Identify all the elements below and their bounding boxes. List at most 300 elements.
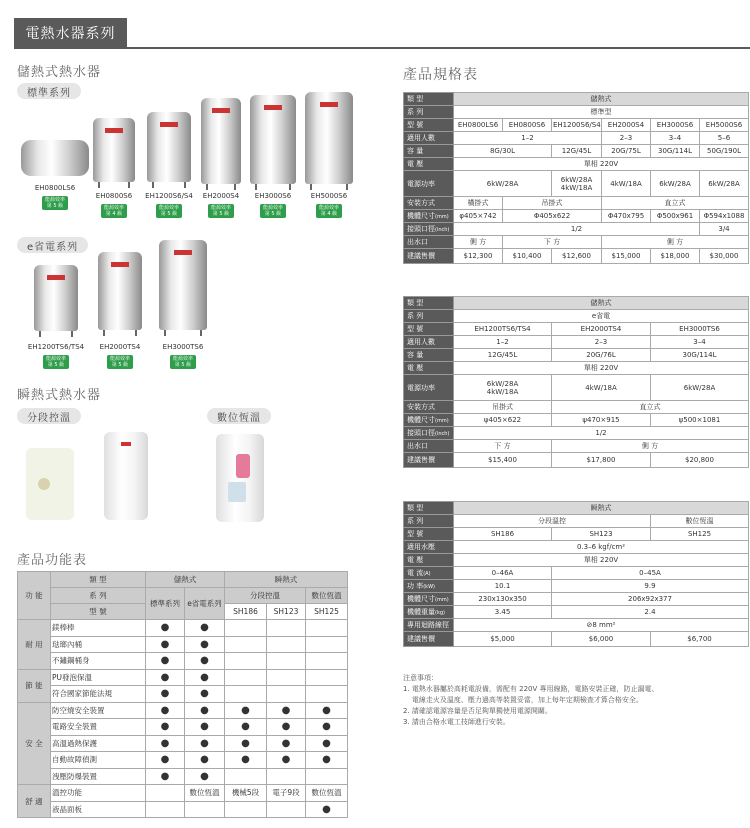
- table-cell: 安裝方式: [404, 401, 454, 414]
- table-cell: 適用人數: [404, 132, 454, 145]
- note-item: 2. 請確認電源容量是否足夠單獨使用電源開關。: [403, 707, 552, 715]
- feature-cell: [225, 653, 267, 670]
- feature-cell: [225, 620, 267, 637]
- tank-image: [159, 240, 207, 330]
- feature-cell: [267, 620, 306, 637]
- table-cell: 型 號: [51, 604, 146, 620]
- table-row: [404, 119, 749, 132]
- eco-series-pill: e省電系列: [17, 237, 88, 253]
- table-cell: EH3000TS6: [651, 323, 749, 336]
- horizontal-tank-image: [21, 140, 89, 176]
- table-cell: Φ470x795: [602, 210, 651, 223]
- table-row: [404, 401, 749, 414]
- feature-row: [18, 735, 348, 752]
- feature-cell: ●: [306, 752, 348, 769]
- table-cell: 0.3–6 kgf/cm²: [454, 541, 749, 554]
- table-cell: 側 方: [602, 236, 749, 249]
- feature-cell: ●: [267, 735, 306, 752]
- table-cell: 3/4: [700, 223, 749, 236]
- table-cell: 30G/114L: [651, 145, 700, 158]
- table-cell: 儲熱式: [454, 297, 749, 310]
- feature-cell: ●: [267, 752, 306, 769]
- note-item: 3. 請由合格水電工技師進行安裝。: [403, 718, 510, 726]
- table-cell: 出水口: [404, 440, 454, 453]
- table-row: [404, 158, 749, 171]
- page-title: 電熱水器系列: [25, 26, 116, 42]
- table-cell: 電 流(A): [404, 567, 454, 580]
- feature-cell: ●: [185, 669, 225, 686]
- table-cell: 分段溫控: [454, 515, 651, 528]
- table-cell: 20G/76L: [552, 349, 651, 362]
- table-row: [404, 541, 749, 554]
- table-cell: 系 列: [404, 106, 454, 119]
- product-eh3000s6: EH3000S6 能源效率 第 5 級: [248, 95, 298, 219]
- table-cell: 電 壓: [404, 362, 454, 375]
- spec-title: 產品規格表: [403, 67, 478, 83]
- feature-cell: [267, 669, 306, 686]
- table-cell: 建議售價: [404, 453, 454, 468]
- feature-cell: ●: [146, 653, 185, 670]
- feature-group: 舒 適: [18, 785, 51, 818]
- table-row: [404, 375, 749, 401]
- table-cell: 230x130x350: [454, 593, 552, 606]
- table-row: [404, 310, 749, 323]
- table-cell: 3–4: [651, 336, 749, 349]
- feature-label: 自動故障偵測: [51, 752, 146, 769]
- feature-cell: [306, 653, 348, 670]
- table-cell: 接頭口徑(inch): [404, 427, 454, 440]
- feature-row: [18, 669, 348, 686]
- table-cell: ψ405×622: [454, 414, 552, 427]
- table-cell: 單相 220V: [454, 362, 749, 375]
- product-eh1200s6: EH1200S6/S4 能源效率 第 5 級: [142, 112, 196, 219]
- heater-image: [216, 434, 264, 522]
- feature-group: 安 全: [18, 702, 51, 785]
- table-cell: SH186: [454, 528, 552, 541]
- table-cell: 9.9: [552, 580, 749, 593]
- table-cell: 50G/190L: [700, 145, 749, 158]
- table-row: [404, 414, 749, 427]
- table-cell: $20,800: [651, 453, 749, 468]
- feature-cell: ●: [225, 719, 267, 736]
- feature-cell: [146, 785, 185, 802]
- feature-cell: ●: [185, 735, 225, 752]
- feature-row: [18, 653, 348, 670]
- product-eh2000s4: EH2000S4 能源效率 第 5 級: [199, 98, 243, 219]
- feature-row: [18, 686, 348, 703]
- table-cell: 12G/45L: [454, 349, 552, 362]
- feature-row: [18, 702, 348, 719]
- feature-cell: [267, 636, 306, 653]
- feature-table: [17, 571, 348, 818]
- feature-label: 洩壓防爆裝置: [51, 768, 146, 785]
- feature-cell: ●: [225, 752, 267, 769]
- table-cell: 功 能: [18, 572, 51, 620]
- table-cell: SH186: [225, 604, 267, 620]
- feature-cell: ●: [146, 702, 185, 719]
- table-cell: 6kW/28A: [454, 171, 552, 197]
- table-cell: $12,300: [454, 249, 503, 264]
- page-header: [14, 18, 127, 48]
- table-cell: 接頭口徑(inch): [404, 223, 454, 236]
- feature-label: 電路安全裝置: [51, 719, 146, 736]
- table-cell: 側 方: [552, 440, 749, 453]
- table-cell: 2.4: [552, 606, 749, 619]
- feature-cell: ●: [306, 719, 348, 736]
- table-cell: 系 列: [404, 515, 454, 528]
- table-row: [404, 580, 749, 593]
- feature-cell: 電子9段: [267, 785, 306, 802]
- table-cell: 類 型: [404, 297, 454, 310]
- feature-row: [18, 785, 348, 802]
- spec-table-standard: [403, 92, 749, 264]
- feature-label: 符合國家節能法規: [51, 686, 146, 703]
- feature-cell: [225, 801, 267, 818]
- feature-cell: ●: [306, 801, 348, 818]
- table-cell: 電 壓: [404, 158, 454, 171]
- table-cell: 2–3: [552, 336, 651, 349]
- table-cell: 機體重量(kg): [404, 606, 454, 619]
- feature-cell: ●: [185, 620, 225, 637]
- table-cell: 機體尺寸(mm): [404, 414, 454, 427]
- table-cell: 功 率(kW): [404, 580, 454, 593]
- table-row: [18, 572, 348, 588]
- table-cell: 1/2: [454, 223, 700, 236]
- table-row: [404, 515, 749, 528]
- feature-label: 液晶面板: [51, 801, 146, 818]
- table-cell: 吊掛式: [454, 401, 552, 414]
- table-cell: 直立式: [602, 197, 749, 210]
- table-cell: ψ470×915: [552, 414, 651, 427]
- table-cell: SH125: [651, 528, 749, 541]
- table-cell: 6kW/28A 4kW/18A: [552, 171, 602, 197]
- feature-row: [18, 752, 348, 769]
- feature-cell: ●: [185, 719, 225, 736]
- feature-cell: [225, 636, 267, 653]
- table-row: [404, 132, 749, 145]
- table-cell: EH0800S6: [503, 119, 552, 132]
- feature-cell: ●: [185, 702, 225, 719]
- feature-cell: ●: [306, 702, 348, 719]
- table-cell: 系 列: [404, 310, 454, 323]
- feature-cell: ●: [185, 768, 225, 785]
- heater-image: [26, 448, 74, 520]
- table-row: [404, 171, 749, 197]
- table-cell: e省電系列: [185, 588, 225, 620]
- table-cell: 瞬熱式: [225, 572, 348, 588]
- feature-label: 防空燒安全裝置: [51, 702, 146, 719]
- product-eh3000ts6: EH3000TS6 能源效率 第 5 級: [158, 240, 208, 370]
- table-cell: 3.45: [454, 606, 552, 619]
- table-cell: $6,700: [651, 632, 749, 647]
- table-row: [404, 297, 749, 310]
- feature-cell: [267, 801, 306, 818]
- feature-row: [18, 768, 348, 785]
- table-cell: 出水口: [404, 236, 454, 249]
- feature-cell: 數位恆溫: [185, 785, 225, 802]
- product-eh2000ts4: EH2000TS4 能源效率 第 5 級: [96, 252, 144, 370]
- feature-cell: 數位恆溫: [306, 785, 348, 802]
- table-cell: 專用迴路線徑: [404, 619, 454, 632]
- tank-image: [201, 98, 241, 184]
- table-cell: EH1200S6/S4: [552, 119, 602, 132]
- feature-cell: ●: [225, 735, 267, 752]
- table-row: [404, 145, 749, 158]
- table-cell: 安裝方式: [404, 197, 454, 210]
- table-row: [404, 236, 749, 249]
- feature-group: 節 能: [18, 669, 51, 702]
- product-eh1200ts6: EH1200TS6/TS4 能源效率 第 5 級: [23, 265, 89, 370]
- table-cell: 機體尺寸(mm): [404, 593, 454, 606]
- note-item: 電線走火及溫度、壓力過高等裝置妥當，加上每年定期檢查才算合格安全。: [403, 696, 643, 704]
- table-cell: EH2000S4: [602, 119, 651, 132]
- table-cell: $15,400: [454, 453, 552, 468]
- segment-pill: 分段控溫: [17, 408, 81, 424]
- feature-label: 鎂棒棒: [51, 620, 146, 637]
- feature-row: [18, 620, 348, 637]
- notes: [403, 673, 748, 728]
- tank-image: [93, 118, 135, 182]
- feature-cell: [225, 669, 267, 686]
- table-row: [404, 619, 749, 632]
- feature-cell: [306, 686, 348, 703]
- table-cell: 12G/45L: [552, 145, 602, 158]
- table-cell: 6kW/28A: [700, 171, 749, 197]
- table-cell: Φ500x961: [651, 210, 700, 223]
- table-row: [404, 440, 749, 453]
- table-row: [404, 502, 749, 515]
- table-cell: 0–46A: [454, 567, 552, 580]
- table-cell: SH125: [306, 604, 348, 620]
- table-cell: 30G/114L: [651, 349, 749, 362]
- table-cell: $30,000: [700, 249, 749, 264]
- table-cell: e省電: [454, 310, 749, 323]
- feature-cell: [306, 768, 348, 785]
- table-cell: EH2000TS4: [552, 323, 651, 336]
- table-cell: 類 型: [404, 502, 454, 515]
- feature-label: 溫控功能: [51, 785, 146, 802]
- table-cell: 8G/30L: [454, 145, 552, 158]
- feature-label: 不鏽鋼桶身: [51, 653, 146, 670]
- digital-pill: 數位恆溫: [207, 408, 271, 424]
- table-cell: 容 量: [404, 349, 454, 362]
- tank-image: [147, 112, 191, 182]
- table-row: [404, 362, 749, 375]
- table-cell: 儲熱式: [454, 93, 749, 106]
- table-cell: 類 型: [404, 93, 454, 106]
- product-sh186: [26, 448, 76, 466]
- product-eh0800s6: EH0800S6 能源效率 第 4 級: [91, 118, 137, 219]
- table-cell: $5,000: [454, 632, 552, 647]
- table-cell: 系 列: [51, 588, 146, 604]
- heater-image: [104, 432, 148, 520]
- feature-cell: [267, 768, 306, 785]
- table-row: [404, 632, 749, 647]
- table-row: [404, 427, 749, 440]
- tank-image: [98, 252, 142, 330]
- table-cell: 1–2: [454, 336, 552, 349]
- table-row: [404, 106, 749, 119]
- feature-label: 高溫過熱保護: [51, 735, 146, 752]
- table-cell: 6kW/28A: [651, 375, 749, 401]
- table-cell: 吊掛式: [503, 197, 602, 210]
- feature-cell: ●: [267, 702, 306, 719]
- table-row: [404, 606, 749, 619]
- product-eh5000s6: EH5000S6 能源效率 第 4 級: [304, 92, 354, 219]
- table-row: [404, 249, 749, 264]
- table-cell: $10,400: [503, 249, 552, 264]
- table-cell: 橫掛式: [454, 197, 503, 210]
- feature-cell: ●: [146, 686, 185, 703]
- feature-cell: ●: [146, 669, 185, 686]
- table-cell: 標準型: [454, 106, 749, 119]
- storage-heading: 儲熱式熱水器: [17, 65, 102, 80]
- feature-cell: 機械5段: [225, 785, 267, 802]
- table-cell: 10.1: [454, 580, 552, 593]
- feature-row: [18, 719, 348, 736]
- table-cell: $18,000: [651, 249, 700, 264]
- notes-title: 注意事項：: [403, 674, 438, 682]
- table-cell: EH3000S6: [651, 119, 700, 132]
- table-row: [18, 588, 348, 604]
- table-cell: 4kW/18A: [602, 171, 651, 197]
- table-cell: 電源功率: [404, 375, 454, 401]
- table-cell: Φ405x622: [503, 210, 602, 223]
- table-cell: 分段控溫: [225, 588, 306, 604]
- table-cell: 單相 220V: [454, 158, 749, 171]
- table-cell: φ405×742: [454, 210, 503, 223]
- table-cell: 3–4: [651, 132, 700, 145]
- instant-heading: 瞬熱式熱水器: [17, 388, 102, 403]
- feature-cell: [225, 686, 267, 703]
- feature-cell: ●: [146, 768, 185, 785]
- feature-cell: [146, 801, 185, 818]
- feature-cell: ●: [306, 735, 348, 752]
- table-cell: Φ594x1088: [700, 210, 749, 223]
- spec-table-eco: [403, 296, 749, 468]
- table-cell: ⊘8 mm²: [454, 619, 749, 632]
- table-cell: $12,600: [552, 249, 602, 264]
- product-sh123: [104, 432, 154, 448]
- table-cell: 標準系列: [146, 588, 185, 620]
- table-cell: $17,800: [552, 453, 651, 468]
- feature-cell: [267, 653, 306, 670]
- table-cell: 單相 220V: [454, 554, 749, 567]
- feature-cell: ●: [146, 620, 185, 637]
- table-cell: 容 量: [404, 145, 454, 158]
- table-cell: 20G/75L: [602, 145, 651, 158]
- product-eh0800ls6: EH0800LS6 能源效率 第 5 級: [21, 140, 89, 211]
- table-cell: EH0800LS6: [454, 119, 503, 132]
- table-cell: 側 方: [454, 236, 503, 249]
- table-cell: 6kW/28A 4kW/18A: [454, 375, 552, 401]
- note-item: 1. 電熱水器屬於高耗電設備，需配有 220V 專用線路，電路安裝正確，防止漏電、: [403, 685, 659, 693]
- spec-table-instant: [403, 501, 749, 647]
- table-cell: EH5000S6: [700, 119, 749, 132]
- table-cell: 型 號: [404, 119, 454, 132]
- feature-label: PU發泡保溫: [51, 669, 146, 686]
- product-sh125: [216, 434, 266, 449]
- feature-cell: [306, 620, 348, 637]
- table-cell: 5–6: [700, 132, 749, 145]
- table-row: [404, 554, 749, 567]
- feature-group: 耐 用: [18, 620, 51, 670]
- tank-image: [250, 95, 296, 184]
- table-cell: 數位恆溫: [306, 588, 348, 604]
- standard-series-pill: 標準系列: [17, 83, 81, 99]
- table-cell: EH1200TS6/TS4: [454, 323, 552, 336]
- table-cell: 電源功率: [404, 171, 454, 197]
- feature-cell: ●: [185, 752, 225, 769]
- feature-cell: ●: [267, 719, 306, 736]
- feature-cell: [306, 636, 348, 653]
- table-cell: 瞬熱式: [454, 502, 749, 515]
- table-cell: ψ500×1081: [651, 414, 749, 427]
- table-cell: $6,000: [552, 632, 651, 647]
- feature-cell: ●: [185, 653, 225, 670]
- table-cell: 電 壓: [404, 554, 454, 567]
- feature-cell: ●: [146, 719, 185, 736]
- table-cell: 類 型: [51, 572, 146, 588]
- table-row: [404, 528, 749, 541]
- table-cell: 下 方: [454, 440, 552, 453]
- feature-cell: ●: [185, 686, 225, 703]
- table-row: [404, 453, 749, 468]
- table-cell: 下 方: [503, 236, 602, 249]
- feature-cell: [306, 669, 348, 686]
- table-cell: 0–45A: [552, 567, 749, 580]
- feature-cell: ●: [146, 636, 185, 653]
- table-row: [404, 197, 749, 210]
- feature-cell: [267, 686, 306, 703]
- tank-image: [34, 265, 78, 331]
- tank-image: [305, 92, 353, 184]
- feature-row: [18, 801, 348, 818]
- table-cell: 直立式: [552, 401, 749, 414]
- table-cell: 建議售價: [404, 249, 454, 264]
- feature-cell: ●: [146, 752, 185, 769]
- header-rule: [14, 47, 750, 49]
- table-cell: 2–3: [602, 132, 651, 145]
- table-row: [404, 223, 749, 236]
- feature-row: [18, 636, 348, 653]
- table-row: [404, 210, 749, 223]
- table-row: [404, 93, 749, 106]
- table-cell: 數位恆溫: [651, 515, 749, 528]
- table-cell: 1–2: [454, 132, 602, 145]
- table-cell: 4kW/18A: [552, 375, 651, 401]
- table-cell: 206x92x377: [552, 593, 749, 606]
- table-cell: 型 號: [404, 528, 454, 541]
- table-row: [404, 567, 749, 580]
- feature-cell: ●: [146, 735, 185, 752]
- table-cell: 1/2: [454, 427, 749, 440]
- feature-cell: ●: [225, 702, 267, 719]
- feature-cell: [225, 768, 267, 785]
- table-cell: 建議售價: [404, 632, 454, 647]
- table-cell: 適用水壓: [404, 541, 454, 554]
- table-cell: 適用人數: [404, 336, 454, 349]
- table-cell: 6kW/28A: [651, 171, 700, 197]
- table-row: [404, 349, 749, 362]
- features-heading: 產品功能表: [17, 553, 88, 568]
- table-cell: $15,000: [602, 249, 651, 264]
- table-row: [404, 593, 749, 606]
- table-cell: SH123: [267, 604, 306, 620]
- table-cell: SH123: [552, 528, 651, 541]
- feature-cell: [185, 801, 225, 818]
- table-cell: 機體尺寸(mm): [404, 210, 454, 223]
